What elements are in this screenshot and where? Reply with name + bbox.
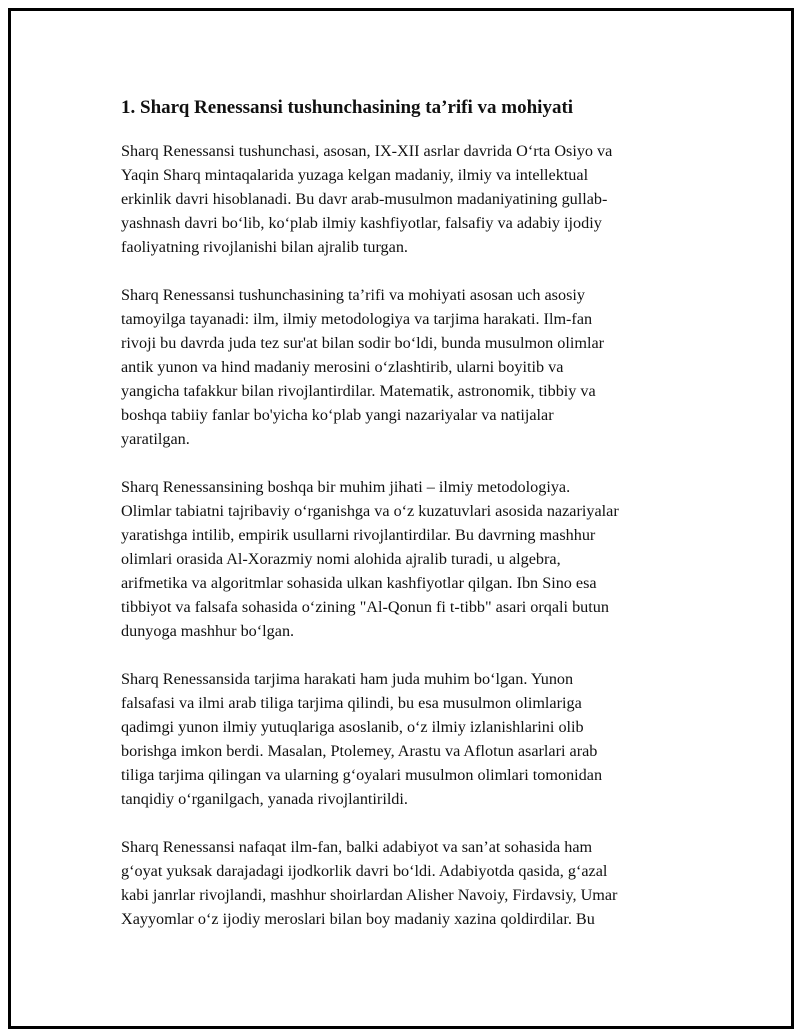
paragraph — [121, 667, 683, 811]
text-line: rivoji bu davrda juda tez sur'at bilan sodir bo‘ldi, bunda musulmon olimlar — [121, 334, 605, 352]
text-line: faoliyatning rivojlanishi bilan ajralib turgan. — [121, 238, 408, 256]
text-line: Sharq Renessansining boshqa bir muhim jihati – ilmiy metodologiya. — [121, 478, 571, 496]
text-line: yashnash davri bo‘lib, ko‘plab ilmiy kashfiyotlar, falsafiy va adabiy ijodiy — [121, 214, 602, 232]
text-line: tanqidiy o‘rganilgach, yanada rivojlantirildi. — [121, 790, 408, 808]
text-line: falsafasi va ilmi arab tiliga tarjima qilindi, bu esa musulmon olimlariga — [121, 694, 582, 712]
text-line: yangicha tafakkur bilan rivojlantirdilar. Matematik, astronomik, tibbiy va — [121, 382, 596, 400]
text-line: Xayyomlar o‘z ijodiy meroslari bilan boy madaniy xazina qoldirdilar. Bu — [121, 910, 595, 928]
text-line: yaratishga intilib, empirik usullarni rivojlantirdilar. Bu davrning mashhur — [121, 526, 596, 544]
text-line: dunyoga mashhur bo‘lgan. — [121, 622, 295, 640]
text-line: Sharq Renessansi nafaqat ilm-fan, balki adabiyot va san’at sohasida ham — [121, 838, 593, 856]
text-line: olimlari orasida Al-Xorazmiy nomi alohida ajralib turadi, u algebra, — [121, 550, 561, 568]
text-line: kabi janrlar rivojlandi, mashhur shoirlardan Alisher Navoiy, Firdavsiy, Umar — [121, 886, 618, 904]
text-line: qadimgi yunon ilmiy yutuqlariga asoslanib, o‘z ilmiy izlanishlarini olib — [121, 718, 584, 736]
page-frame — [8, 8, 794, 1029]
paragraph — [121, 835, 683, 931]
text-line: tamoyilga tayanadi: ilm, ilmiy metodologiya va tarjima harakati. Ilm-fan — [121, 310, 593, 328]
text-line: tibbiyot va falsafa sohasida o‘zining "Al-Qonun fi t-tibb" asari orqali butun — [121, 598, 609, 616]
text-line: Yaqin Sharq mintaqalarida yuzaga kelgan madaniy, ilmiy va intellektual — [121, 166, 589, 184]
document-body — [121, 95, 683, 955]
text-line: Sharq Renessansi tushunchasi, asosan, IX-XII asrlar davrida O‘rta Osiyo va — [121, 142, 613, 160]
text-line: Sharq Renessansi tushunchasining ta’rifi va mohiyati asosan uch asosiy — [121, 286, 585, 304]
text-line: erkinlik davri hisoblanadi. Bu davr arab-musulmon madaniyatining gullab- — [121, 190, 608, 208]
text-line: tiliga tarjima qilingan va ularning g‘oyalari musulmon olimlari tomonidan — [121, 766, 603, 784]
text-line: arifmetika va algoritmlar sohasida ulkan kashfiyotlar qilgan. Ibn Sino esa — [121, 574, 597, 592]
text-line: borishga imkon berdi. Masalan, Ptolemey, Arastu va Aflotun asarlari arab — [121, 742, 598, 760]
paragraph — [121, 283, 683, 451]
text-line: Olimlar tabiatni tajribaviy o‘rganishga va o‘z kuzatuvlari asosida nazariyalar — [121, 502, 619, 520]
text-line: antik yunon va hind madaniy merosini o‘zlashtirib, ularni boyitib va — [121, 358, 564, 376]
paragraph — [121, 475, 683, 643]
text-line: g‘oyat yuksak darajadagi ijodkorlik davri bo‘ldi. Adabiyotda qasida, g‘azal — [121, 862, 608, 880]
text-line: Sharq Renessansida tarjima harakati ham juda muhim bo‘lgan. Yunon — [121, 670, 574, 688]
text-line: boshqa tabiiy fanlar bo'yicha ko‘plab yangi nazariyalar va natijalar — [121, 406, 554, 424]
paragraph — [121, 139, 683, 259]
section-title: 1. Sharq Renessansi tushunchasining ta’rifi va mohiyati — [121, 97, 574, 118]
text-line: yaratilgan. — [121, 430, 190, 448]
